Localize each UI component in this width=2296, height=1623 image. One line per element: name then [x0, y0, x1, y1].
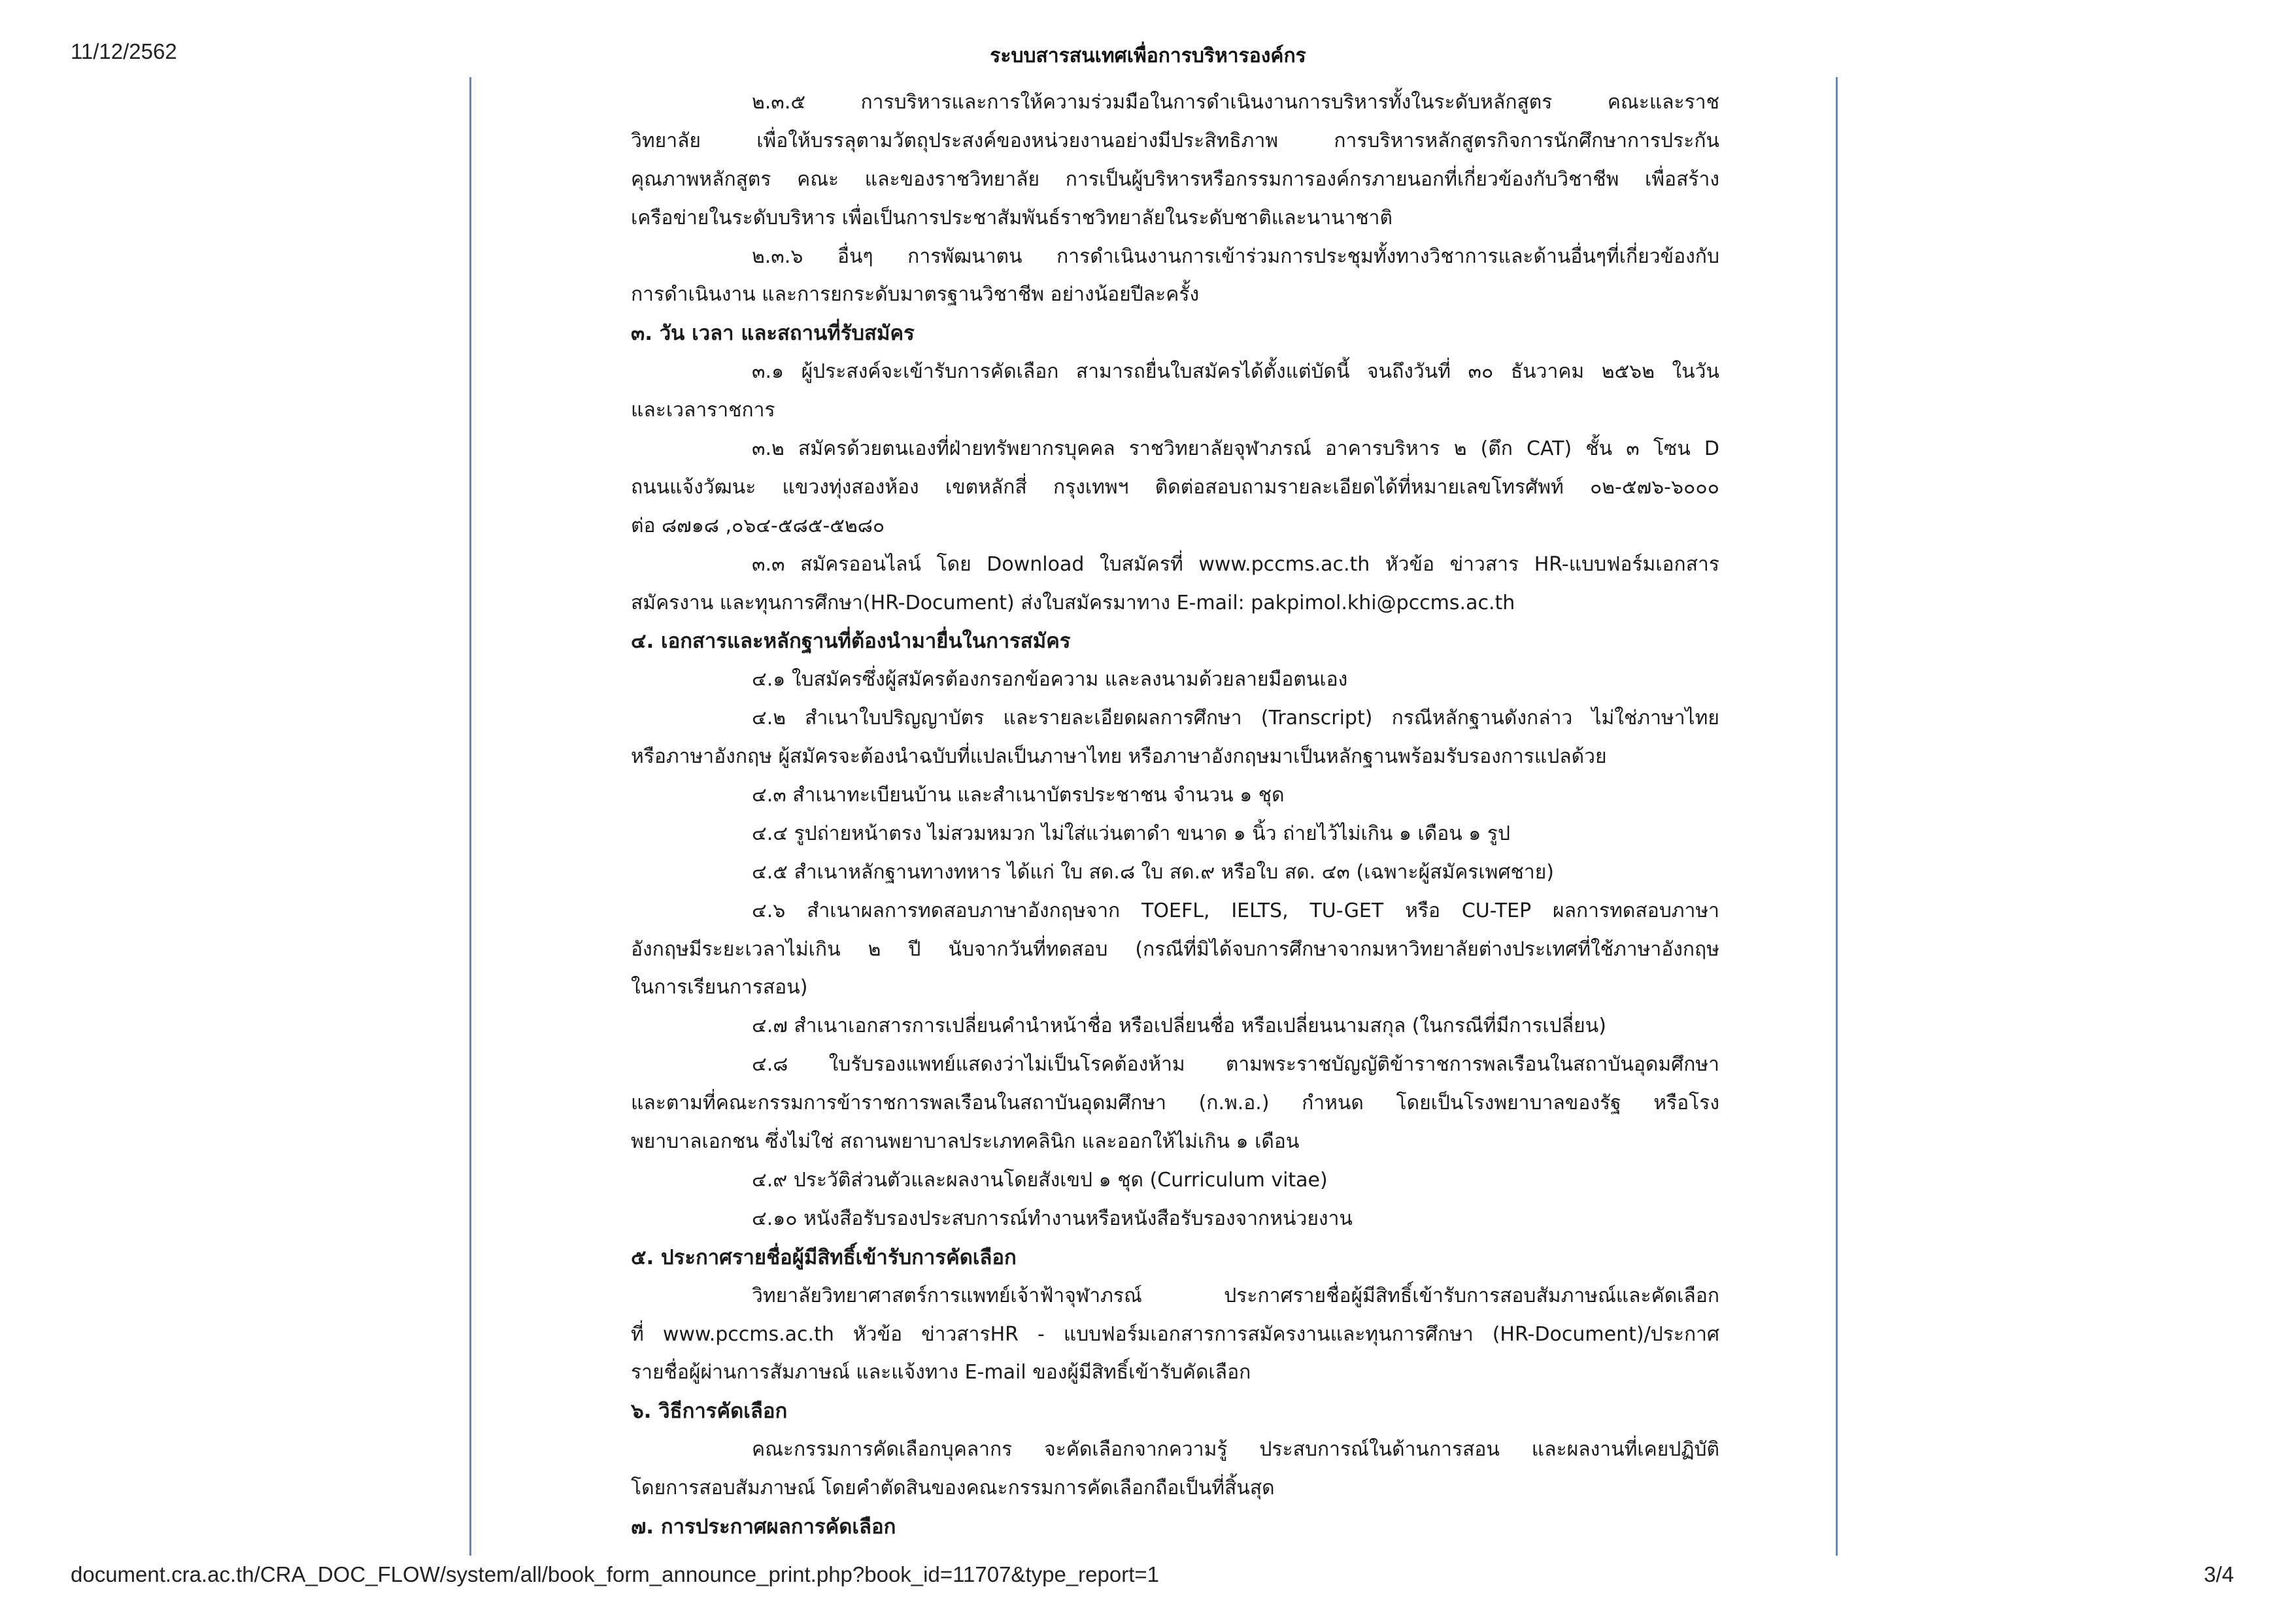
paragraph-line: วิทยาลัยวิทยาศาสตร์การแพทย์เจ้าฟ้าจุฬาภรณ์ ประกาศรายชื่อผู้มีสิทธิ์เข้ารับการสอบสัมภาษณ์และคัดเลือก [752, 1284, 1719, 1307]
paragraph-line: ๓.๑ ผู้ประสงค์จะเข้ารับการคัดเลือก สามารถยื่นใบสมัครได้ตั้งแต่บัดนี้ จนถึงวันที่ ๓๐ ธันวาคม ๒๕๖๒ ในวัน [752, 360, 1719, 384]
paragraph-line: ๔.๕ สำเนาหลักฐานทางทหาร ได้แก่ ใบ สด.๘ ใบ สด.๙ หรือใบ สด. ๔๓ (เฉพาะผู้สมัครเพศชาย) [752, 860, 1554, 884]
section-heading: ๕. ประกาศรายชื่อผู้มีสิทธิ์เข้ารับการคัดเลือก [631, 1245, 1017, 1269]
paragraph-line: โดยการสอบสัมภาษณ์ โดยคำตัดสินของคณะกรรมการคัดเลือกถือเป็นที่สิ้นสุด [631, 1477, 1275, 1500]
paragraph-line: ๔.๗ สำเนาเอกสารการเปลี่ยนคำนำหน้าชื่อ หรือเปลี่ยนชื่อ หรือเปลี่ยนนามสกุล (ในกรณีที่มีการเปลี่ยน) [752, 1014, 1606, 1038]
paragraph-line: ๔.๙ ประวัติส่วนตัวและผลงานโดยสังเขป ๑ ชุด (Curriculum vitae) [752, 1168, 1328, 1192]
paragraph-line: ในการเรียนการสอน) [631, 976, 808, 999]
print-footer-url: document.cra.ac.th/CRA_DOC_FLOW/system/all/book_form_announce_print.php?book_id=11707&type_report=1 [71, 1562, 1160, 1586]
paragraph-line: ๔.๔ รูปถ่ายหน้าตรง ไม่สวมหมวก ไม่ใส่แว่นตาดำ ขนาด ๑ นิ้ว ถ่ายไว้ไม่เกิน ๑ เดือน ๑ รูป [752, 822, 1511, 845]
paragraph-line: ถนนแจ้งวัฒนะ แขวงทุ่งสองห้อง เขตหลักสี่ กรุงเทพฯ ติดต่อสอบถามรายละเอียดได้ที่หมายเลขโทรศัพท์ ๐๒-๕๗๖-๖๐๐๐ [631, 475, 1719, 499]
paragraph-line: คุณภาพหลักสูตร คณะ และของราชวิทยาลัย การเป็นผู้บริหารหรือกรรมการองค์กรภายนอกที่เกี่ยวข้องกับวิชาชีพ เพื่อสร้าง [631, 167, 1719, 191]
paragraph-line: คณะกรรมการคัดเลือกบุคลากร จะคัดเลือกจากความรู้ ประสบการณ์ในด้านการสอน และผลงานที่เคยปฏิบัติ [752, 1438, 1719, 1462]
paragraph-line: และเวลาราชการ [631, 399, 775, 422]
section-heading: ๔. เอกสารและหลักฐานที่ต้องนำมายื่นในการสมัคร [631, 629, 1071, 654]
right-border-line [1836, 77, 1838, 1556]
paragraph-line: ๔.๒ สำเนาใบปริญญาบัตร และรายละเอียดผลการศึกษา (Transcript) กรณีหลักฐานดังกล่าว ไม่ใช่ภาษาไทย [752, 707, 1719, 730]
paragraph-line: ต่อ ๘๗๑๘ ,๐๖๔-๕๘๕-๕๒๘๐ [631, 514, 885, 537]
page-title: ระบบสารสนเทศเพื่อการบริหารองค์กร [990, 44, 1306, 67]
paragraph-line: ๒.๓.๖ อื่นๆ การพัฒนาตน การดำเนินงานการเข้าร่วมการประชุมทั้งทางวิชาการและด้านอื่นๆที่เกี่ยวข้องกับ [752, 244, 1719, 268]
paragraph-line: สมัครงาน และทุนการศึกษา(HR-Document) ส่งใบสมัครมาทาง E-mail: pakpimol.khi@pccms.ac.th [631, 591, 1515, 614]
page-number: 3/4 [2204, 1562, 2234, 1586]
section-heading: ๓. วัน เวลา และสถานที่รับสมัคร [631, 322, 915, 346]
document-body [631, 84, 1719, 1547]
paragraph-line: ๒.๓.๕ การบริหารและการให้ความร่วมมือในการดำเนินงานการบริหารทั้งในระดับหลักสูตร คณะและราช [752, 91, 1719, 114]
paragraph-line: เครือข่ายในระดับบริหาร เพื่อเป็นการประชาสัมพันธ์ราชวิทยาลัยในระดับชาติและนานาชาติ [631, 206, 1393, 229]
left-border-line [469, 77, 471, 1556]
paragraph-line: ๔.๑๐ หนังสือรับรองประสบการณ์ทำงานหรือหนังสือรับรองจากหน่วยงาน [752, 1207, 1353, 1230]
paragraph-line: ๓.๒ สมัครด้วยตนเองที่ฝ่ายทรัพยากรบุคคล ราชวิทยาลัยจุฬาภรณ์ อาคารบริหาร ๒ (ตึก CAT) ชั้น ๓ โซน D [752, 437, 1719, 461]
paragraph-line: รายชื่อผู้ผ่านการสัมภาษณ์ และแจ้งทาง E-mail ของผู้มีสิทธิ์เข้ารับคัดเลือก [631, 1361, 1251, 1384]
paragraph-line: อังกฤษมีระยะเวลาไม่เกิน ๒ ปี นับจากวันที่ทดสอบ (กรณีที่มิได้จบการศึกษาจากมหาวิทยาลัยต่างประเทศที่ใช้ภาษาอังกฤษ [631, 937, 1719, 961]
section-heading: ๗. การประกาศผลการคัดเลือก [631, 1514, 896, 1539]
paragraph-line: ๔.๑ ใบสมัครซึ่งผู้สมัครต้องกรอกข้อความ และลงนามด้วยลายมือตนเอง [752, 668, 1348, 692]
print-date: 11/12/2562 [71, 39, 177, 63]
paragraph-line: วิทยาลัย เพื่อให้บรรลุตามวัตถุประสงค์ของหน่วยงานอย่างมีประสิทธิภาพ การบริหารหลักสูตรกิจการนักศึกษาการประกัน [631, 129, 1719, 152]
paragraph-line: การดำเนินงาน และการยกระดับมาตรฐานวิชาชีพ อย่างน้อยปีละครั้ง [631, 283, 1200, 307]
paragraph-line: หรือภาษาอังกฤษ ผู้สมัครจะต้องนำฉบับที่แปลเป็นภาษาไทย หรือภาษาอังกฤษมาเป็นหลักฐานพร้อมรับรองการแปลด้วย [631, 745, 1607, 769]
paragraph-line: และตามที่คณะกรรมการข้าราชการพลเรือนในสถาบันอุดมศึกษา (ก.พ.อ.) กำหนด โดยเป็นโรงพยาบาลของรัฐ หรือโรง [631, 1092, 1719, 1115]
paragraph-line: พยาบาลเอกชน ซึ่งไม่ใช่ สถานพยาบาลประเภทคลินิก และออกให้ไม่เกิน ๑ เดือน [631, 1130, 1300, 1154]
paragraph-line: ๔.๘ ใบรับรองแพทย์แสดงว่าไม่เป็นโรคต้องห้าม ตามพระราชบัญญัติข้าราชการพลเรือนในสถาบันอุดมศึกษา [752, 1053, 1719, 1077]
paragraph-line: ๔.๓ สำเนาทะเบียนบ้าน และสำเนาบัตรประชาชน จำนวน ๑ ชุด [752, 784, 1285, 807]
paragraph-line: ๓.๓ สมัครออนไลน์ โดย Download ใบสมัครที่ www.pccms.ac.th หัวข้อ ข่าวสาร HR-แบบฟอร์มเอกสาร [752, 552, 1719, 576]
paragraph-line: ที่ www.pccms.ac.th หัวข้อ ข่าวสารHR - แบบฟอร์มเอกสารการสมัครงานและทุนการศึกษา (HR-Document)/ประกาศ [631, 1322, 1719, 1346]
section-heading: ๖. วิธีการคัดเลือก [631, 1399, 788, 1424]
paragraph-line: ๔.๖ สำเนาผลการทดสอบภาษาอังกฤษจาก TOEFL, IELTS, TU-GET หรือ CU-TEP ผลการทดสอบภาษา [752, 899, 1719, 922]
